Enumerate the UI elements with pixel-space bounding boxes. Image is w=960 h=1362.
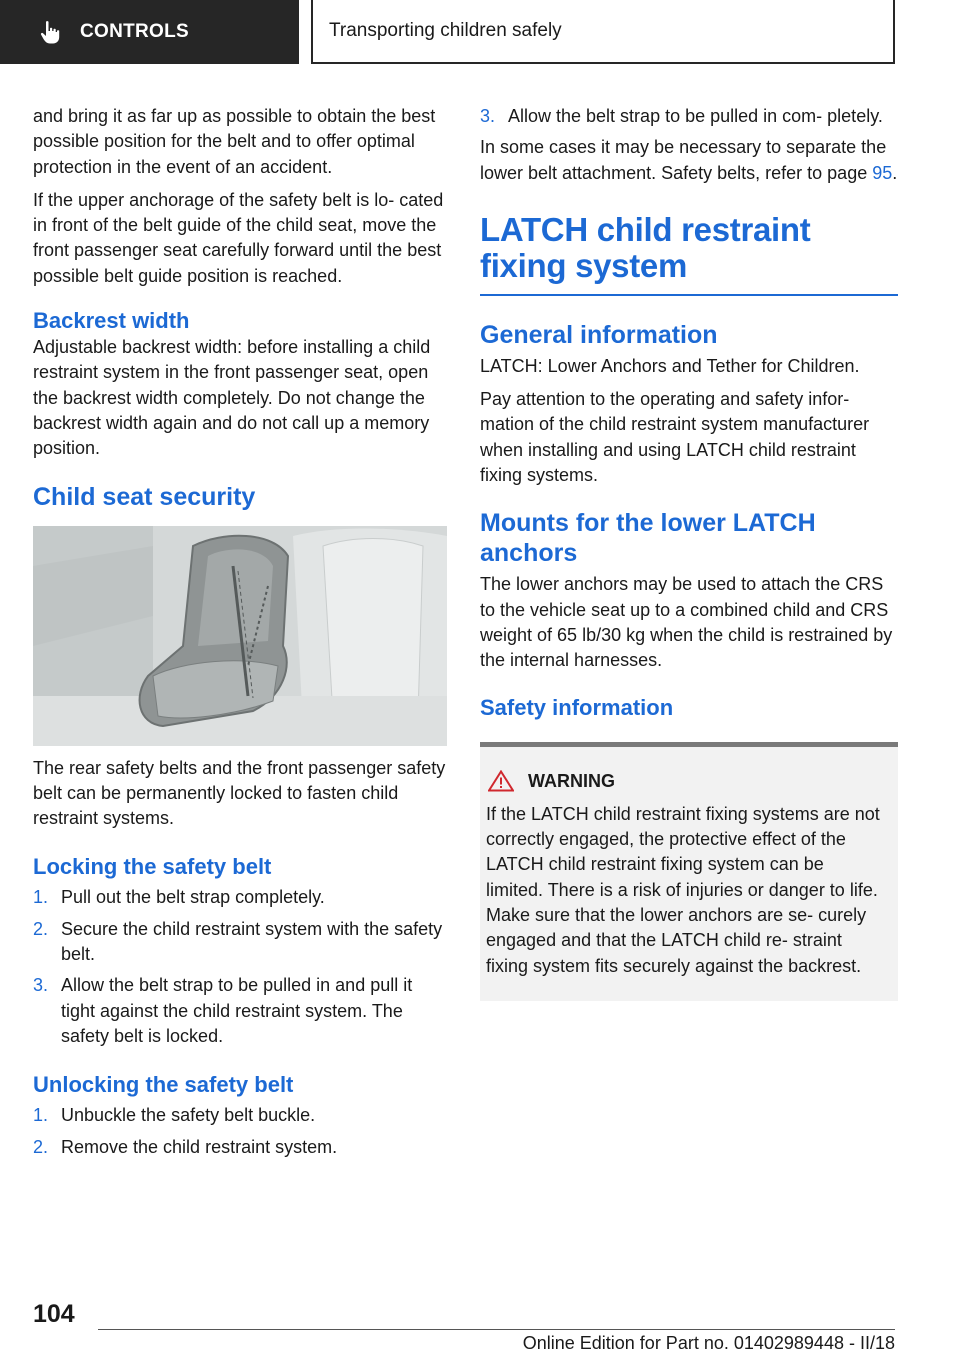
- paragraph: The rear safety belts and the front passenger safety belt can be permanently locked to fasten child restraint systems.: [33, 757, 446, 829]
- paragraph: Pay attention to the operating and safety infor- mation of the child restraint system manufacturer when installing and using LATCH child restraint fixing systems.: [480, 389, 870, 486]
- list-item: 2. Remove the child restraint system.: [33, 1136, 338, 1157]
- paragraph: Adjustable backrest width: before installing a child restraint system in the front passenger seat, open the backrest width completely. Do not change the backrest width again and do not call up a memory position.: [33, 337, 431, 459]
- chapter-title: Transporting children safely: [311, 0, 895, 64]
- child-seat-illustration: [33, 526, 447, 746]
- warning-title: WARNING: [528, 770, 615, 791]
- list-item: 2. Secure the child restraint system with the safety belt.: [33, 918, 443, 965]
- locking-steps: [33, 885, 451, 1049]
- heading-unlocking-safety-belt: Unlocking the safety belt: [33, 1072, 294, 1098]
- footer-rule: [98, 1329, 895, 1330]
- child-seat-image: [33, 526, 447, 746]
- paragraph: In some cases it may be necessary to separate the lower belt attachment. Safety belts, refer to page 95.: [480, 137, 898, 183]
- heading-backrest-width: Backrest width: [33, 308, 190, 334]
- list-item: 3. Allow the belt strap to be pulled in com- pletely.: [480, 106, 883, 126]
- list-item: 1. Pull out the belt strap completely.: [33, 887, 325, 908]
- warning-triangle-icon: [488, 770, 514, 792]
- heading-safety-information: Safety information: [480, 694, 674, 720]
- unlocking-steps: [33, 1103, 451, 1160]
- edition-text: Online Edition for Part no. 01402989448 - II/18: [522, 1333, 895, 1353]
- heading-child-seat-security: Child seat security: [33, 482, 256, 511]
- paragraph: LATCH: Lower Anchors and Tether for Children.: [480, 355, 860, 376]
- continued-steps: [480, 104, 898, 129]
- list-item: 3. Allow the belt strap to be pulled in and pull it tight against the child restraint system. The safety belt is locked.: [33, 975, 413, 1046]
- paragraph: If the upper anchorage of the safety belt is lo- cated in front of the belt guide of the child seat, move the front passenger seat carefully forward until the best possible belt guide position is reached.: [33, 189, 444, 286]
- right-column: [480, 104, 898, 1001]
- warning-text: If the LATCH child restraint fixing systems are not correctly engaged, the protective effect of the LATCH child restraint fixing system can be limited. There is a risk of injuries or danger to life. Make sure that the lower anchors are se- curely engaged and that the LATCH child re- straint fixing system fits securely against the backrest.: [486, 803, 880, 976]
- left-column: [33, 104, 451, 1166]
- heading-latch-system: LATCH child restraint fixing system: [480, 210, 811, 284]
- page-number: 104: [33, 1300, 75, 1328]
- heading-locking-safety-belt: Locking the safety belt: [33, 854, 272, 880]
- heading-rule: [480, 294, 898, 296]
- heading-mounts-lower-latch: Mounts for the lower LATCH anchors: [480, 509, 816, 568]
- paragraph: and bring it as far up as possible to obtain the best possible position for the belt and to offer optimal protection in the event of an accident.: [33, 106, 436, 177]
- paragraph: The lower anchors may be used to attach the CRS to the vehicle seat up to a combined child and CRS weight of 65 lb/30 kg when the child is restrained by the internal harnesses.: [480, 574, 893, 671]
- heading-general-information: General information: [480, 320, 718, 349]
- hand-pointer-icon: [40, 20, 62, 44]
- page-reference-link[interactable]: 95: [872, 162, 893, 183]
- section-label: CONTROLS: [80, 21, 190, 42]
- warning-box: [480, 742, 898, 1001]
- section-tab: [0, 0, 299, 64]
- list-item: 1. Unbuckle the safety belt buckle.: [33, 1105, 316, 1126]
